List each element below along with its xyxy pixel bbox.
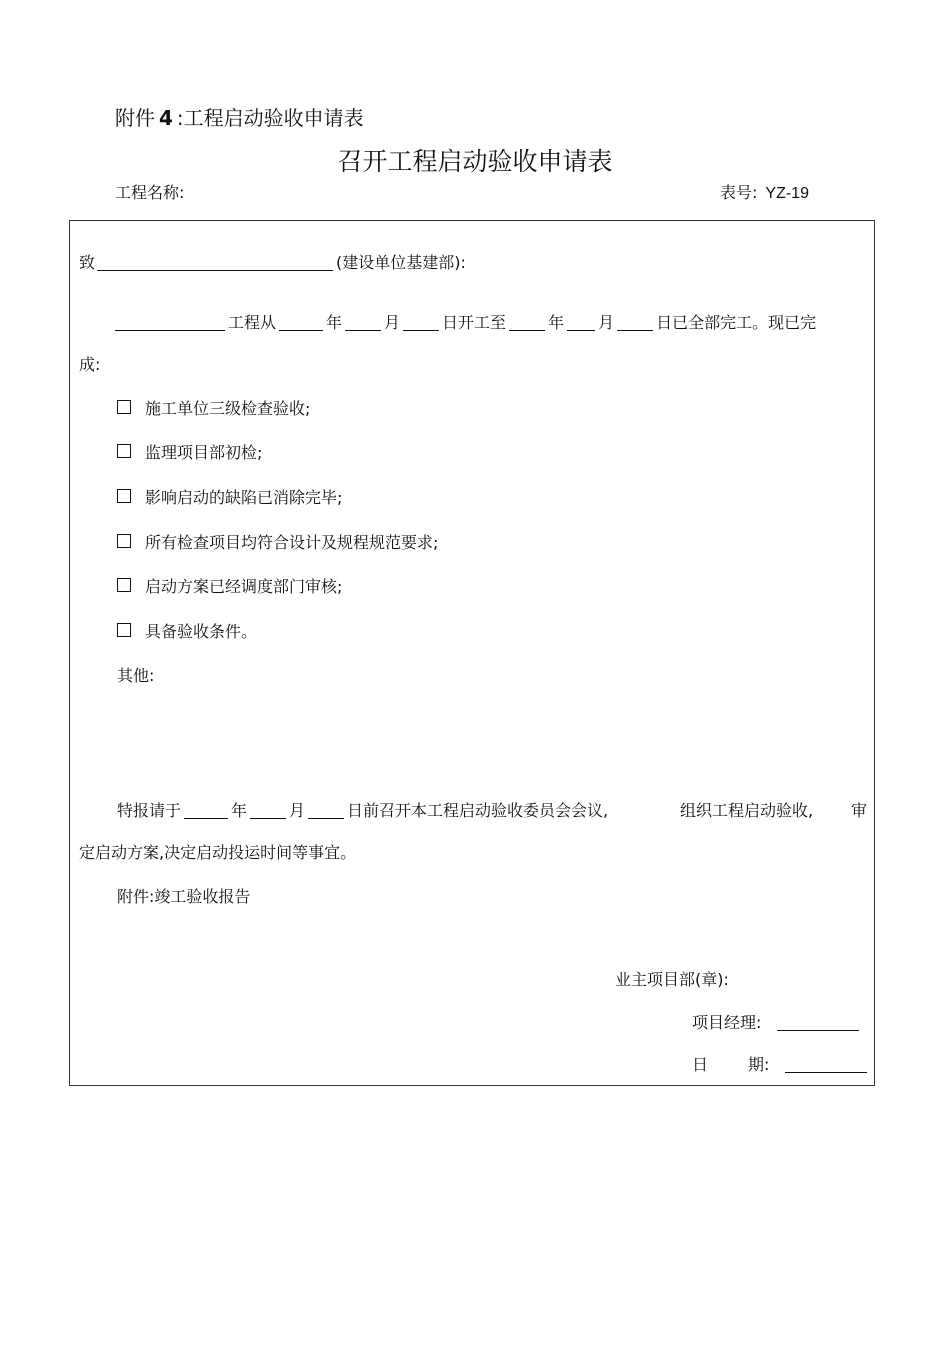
request-line <box>117 798 608 821</box>
checkbox[interactable] <box>117 400 131 414</box>
document-title: 召开工程启动验收申请表 <box>337 147 613 176</box>
checklist-item[interactable] <box>117 485 342 508</box>
checklist-item[interactable] <box>117 396 310 419</box>
attachment-number: 4 <box>159 106 173 130</box>
date-label-2: 期: <box>748 1055 770 1074</box>
project-word: 工程从 <box>228 313 277 332</box>
start-day-blank[interactable] <box>403 312 439 331</box>
end-text: 日已全部完工。现已完 <box>656 313 817 332</box>
checkbox[interactable] <box>117 489 131 503</box>
addressee-line <box>79 250 466 273</box>
checkbox[interactable] <box>117 534 131 548</box>
checklist-item[interactable] <box>117 619 257 642</box>
start-month-blank[interactable] <box>345 312 381 331</box>
checklist-item[interactable] <box>117 440 262 463</box>
start-year-label: 年 <box>326 313 343 332</box>
start-text: 日开工至 <box>442 313 507 332</box>
checklist-label: 启动方案已经调度部门审核; <box>145 577 343 596</box>
meeting-year-blank[interactable] <box>184 800 228 819</box>
project-blank[interactable] <box>115 312 225 331</box>
completion-line-cont: 成: <box>79 355 101 374</box>
checklist-item[interactable] <box>117 574 342 597</box>
meeting-year-label: 年 <box>231 801 248 820</box>
addressee-blank[interactable] <box>97 252 333 271</box>
checklist-label: 具备验收条件。 <box>145 622 258 641</box>
form-number <box>720 180 809 203</box>
addressee-prefix: 致 <box>79 253 96 272</box>
form-box <box>69 220 875 1086</box>
manager-label: 项目经理: <box>692 1013 762 1032</box>
checkbox[interactable] <box>117 444 131 458</box>
checklist-label: 影响启动的缺陷已消除完毕; <box>145 488 343 507</box>
end-day-blank[interactable] <box>617 312 653 331</box>
request-text-2: 组织工程启动验收, <box>680 801 814 820</box>
checklist-label: 所有检查项目均符合设计及规程规范要求; <box>145 533 439 552</box>
meeting-month-blank[interactable] <box>250 800 286 819</box>
checklist-label: 施工单位三级检查验收; <box>145 399 311 418</box>
date-label-1: 日 <box>692 1055 709 1074</box>
request-lead: 特报请于 <box>117 801 182 820</box>
meeting-day-blank[interactable] <box>308 800 344 819</box>
checklist-item[interactable] <box>117 530 438 553</box>
addressee-suffix: (建设单位基建部): <box>336 253 466 272</box>
attachment-line: 附件:竣工验收报告 <box>117 887 251 906</box>
request-text-3: 审 <box>851 801 868 820</box>
attachment-title <box>115 102 364 131</box>
checkbox[interactable] <box>117 623 131 637</box>
other-label: 其他: <box>117 666 155 685</box>
manager-blank[interactable] <box>777 1012 859 1031</box>
start-year-blank[interactable] <box>279 312 323 331</box>
attachment-prefix: 附件 <box>115 106 155 130</box>
end-year-label: 年 <box>548 313 565 332</box>
owner-stamp-label: 业主项目部(章): <box>615 970 729 989</box>
project-name-label: 工程名称: <box>115 183 185 202</box>
end-month-label: 月 <box>598 313 615 332</box>
date-blank[interactable] <box>785 1054 867 1073</box>
completion-line <box>115 310 816 333</box>
request-text-1: 日前召开本工程启动验收委员会会议, <box>347 801 609 820</box>
attachment-suffix: :工程启动验收申请表 <box>176 106 364 130</box>
checklist-label: 监理项目部初检; <box>145 443 263 462</box>
manager-line <box>692 1010 862 1033</box>
start-month-label: 月 <box>384 313 401 332</box>
date-line <box>692 1052 870 1075</box>
end-year-blank[interactable] <box>509 312 545 331</box>
request-line-cont: 定启动方案,决定启动投运时间等事宜。 <box>79 843 357 862</box>
form-number-value: YZ-19 <box>765 185 809 202</box>
end-month-blank[interactable] <box>567 312 595 331</box>
form-number-label: 表号: <box>720 183 758 202</box>
meeting-month-label: 月 <box>289 801 306 820</box>
checkbox[interactable] <box>117 578 131 592</box>
